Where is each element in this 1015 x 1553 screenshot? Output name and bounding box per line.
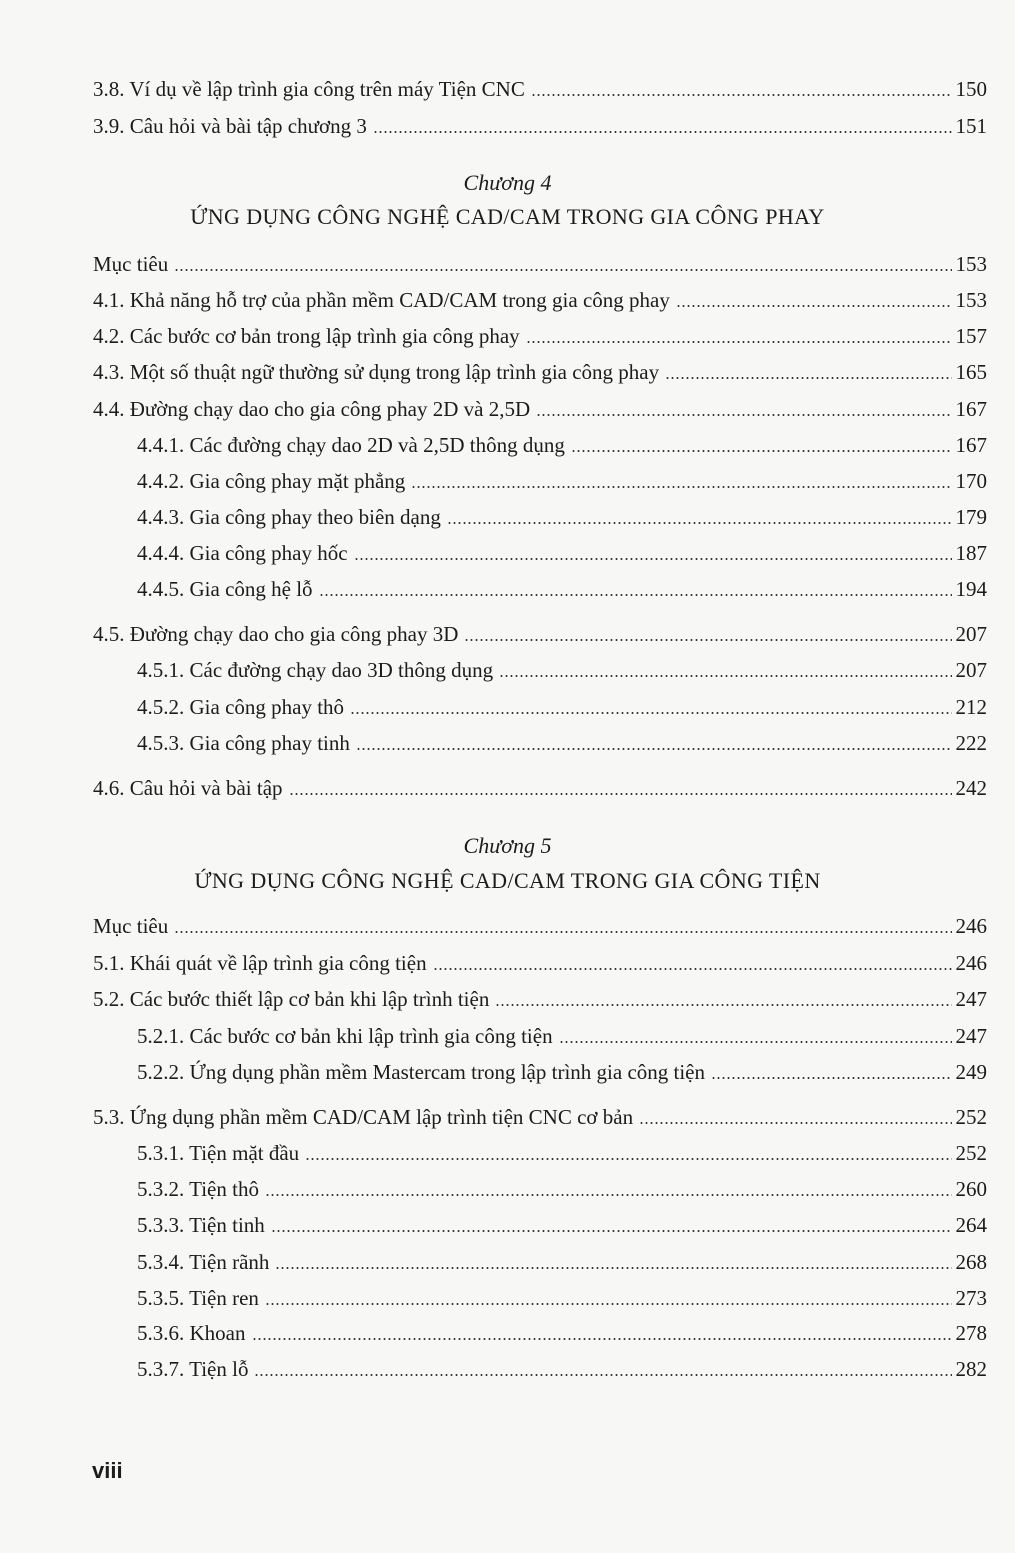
toc-entry <box>137 1212 987 1238</box>
toc-entry <box>137 694 987 720</box>
toc-entry-page: 151 <box>955 114 987 138</box>
dot-leader <box>639 1121 951 1125</box>
toc-entry-title: 4.5.3. Gia công phay tinh <box>137 731 350 755</box>
toc-entry-title: 4.1. Khả năng hỗ trợ của phần mềm CAD/CAM trong gia công phay <box>93 288 670 312</box>
chapter-title: ỨNG DỤNG CÔNG NGHỆ CAD/CAM TRONG GIA CÔNG PHAY <box>190 204 825 229</box>
toc-entry-page: 242 <box>955 776 987 800</box>
toc-entry <box>137 576 987 602</box>
toc-entry-title: 4.5.1. Các đường chạy dao 3D thông dụng <box>137 658 494 682</box>
dot-leader <box>536 413 951 417</box>
toc-entry-page: 153 <box>955 252 987 276</box>
dot-leader <box>665 376 951 380</box>
toc-entry <box>93 287 987 313</box>
toc-entry-title: 5.2.2. Ứng dụng phần mềm Mastercam trong lập trình gia công tiện <box>137 1060 706 1084</box>
toc-entry-title: 5.3.7. Tiện lỗ <box>137 1357 249 1381</box>
toc-entry-title: 3.8. Ví dụ về lập trình gia công trên máy Tiện CNC <box>93 77 525 101</box>
chapter-label: Chương 5 <box>463 833 552 858</box>
toc-entry-title: 4.5. Đường chạy dao cho gia công phay 3D <box>93 622 459 646</box>
toc-entry-title: 5.3.5. Tiện ren <box>137 1286 259 1310</box>
dot-leader <box>174 930 951 934</box>
chapter-title: ỨNG DỤNG CÔNG NGHỆ CAD/CAM TRONG GIA CÔNG TIỆN <box>194 868 821 893</box>
toc-entry-page: 246 <box>955 951 987 975</box>
dot-leader <box>271 1229 952 1233</box>
toc-entry <box>137 540 987 566</box>
toc-entry-title: 5.3. Ứng dụng phần mềm CAD/CAM lập trình tiện CNC cơ bản <box>93 1105 634 1129</box>
toc-entry-title: 5.3.2. Tiện thô <box>137 1177 259 1201</box>
toc-entry-page: 264 <box>955 1213 987 1237</box>
toc-entry <box>93 1104 987 1130</box>
dot-leader <box>499 674 951 678</box>
toc-entry-title: 4.5.2. Gia công phay thô <box>137 695 345 719</box>
dot-leader <box>289 792 952 796</box>
toc-entry-title: 4.2. Các bước cơ bản trong lập trình gia công phay <box>93 324 520 348</box>
toc-entry-page: 252 <box>955 1141 987 1165</box>
toc-entry-title: 4.4.5. Gia công hệ lỗ <box>137 577 313 601</box>
toc-entry-title: 4.4.3. Gia công phay theo biên dạng <box>137 505 441 529</box>
page-number: viii <box>92 1458 123 1483</box>
toc-entry-page: 252 <box>955 1105 987 1129</box>
dot-leader <box>350 711 951 715</box>
dot-leader <box>531 93 952 97</box>
dot-leader <box>356 747 952 751</box>
toc-entry-page: 282 <box>955 1357 987 1381</box>
toc-entry <box>137 504 987 530</box>
toc-entry <box>137 730 987 756</box>
dot-leader <box>275 1266 951 1270</box>
toc-entry <box>137 1285 987 1311</box>
toc-entry-page: 268 <box>955 1250 987 1274</box>
toc-entry-title: 5.3.3. Tiện tinh <box>137 1213 265 1237</box>
toc-entry <box>137 1176 987 1202</box>
toc-entry-page: 247 <box>955 987 987 1011</box>
toc-entry-title: 5.1. Khái quát về lập trình gia công tiện <box>93 951 427 975</box>
toc-entry <box>93 323 987 349</box>
toc-entry-page: 179 <box>955 505 987 529</box>
toc-entry-page: 153 <box>955 288 987 312</box>
toc-entry <box>137 1356 987 1382</box>
dot-leader <box>447 521 952 525</box>
toc-entry-page: 273 <box>955 1286 987 1310</box>
toc-entry <box>93 986 987 1012</box>
chapter-label: Chương 4 <box>463 170 552 195</box>
toc-entry <box>93 913 987 939</box>
toc-entry-page: 150 <box>955 77 987 101</box>
toc-entry <box>137 432 987 458</box>
toc-entry-page: 157 <box>955 324 987 348</box>
dot-leader <box>495 1003 951 1007</box>
dot-leader <box>254 1373 951 1377</box>
toc-entry <box>93 621 987 647</box>
toc-entry-title: 3.9. Câu hỏi và bài tập chương 3 <box>93 114 367 138</box>
toc-entry-page: 260 <box>955 1177 987 1201</box>
dot-leader <box>433 967 952 971</box>
toc-entry <box>93 775 987 801</box>
toc-entry-title: 5.2.1. Các bước cơ bản khi lập trình gia công tiện <box>137 1024 553 1048</box>
toc-entry <box>93 950 987 976</box>
toc-entry-title: 5.3.4. Tiện rãnh <box>137 1250 270 1274</box>
dot-leader <box>354 557 952 561</box>
toc-entry-page: 249 <box>955 1060 987 1084</box>
dot-leader <box>305 1157 951 1161</box>
toc-entry <box>93 76 987 102</box>
toc-entry <box>93 251 987 277</box>
dot-leader <box>373 130 952 134</box>
toc-entry <box>137 1140 987 1166</box>
toc-entry-title: 4.6. Câu hỏi và bài tập <box>93 776 283 800</box>
toc-entry-page: 194 <box>955 577 987 601</box>
toc-entry-title: 5.3.6. Khoan <box>137 1321 246 1345</box>
toc-entry-page: 207 <box>955 658 987 682</box>
toc-entry <box>137 1023 987 1049</box>
toc-entry-title: 4.4. Đường chạy dao cho gia công phay 2D và 2,5D <box>93 397 531 421</box>
toc-entry-page: 187 <box>955 541 987 565</box>
dot-leader <box>265 1302 952 1306</box>
toc-entry-page: 246 <box>955 914 987 938</box>
toc-entry-title: 4.4.2. Gia công phay mặt phẳng <box>137 469 406 493</box>
toc-entry-page: 167 <box>955 433 987 457</box>
dot-leader <box>265 1193 952 1197</box>
toc-entry-title: Mục tiêu <box>93 914 169 938</box>
toc-entry-title: 5.2. Các bước thiết lập cơ bản khi lập trình tiện <box>93 987 490 1011</box>
toc-entry-title: 4.4.1. Các đường chạy dao 2D và 2,5D thông dụng <box>137 433 565 457</box>
dot-leader <box>319 593 952 597</box>
toc-entry-page: 170 <box>955 469 987 493</box>
toc-entry-title: 4.4.4. Gia công phay hốc <box>137 541 348 565</box>
toc-entry <box>137 468 987 494</box>
toc-entry <box>137 1249 987 1275</box>
dot-leader <box>559 1040 952 1044</box>
toc-entry <box>137 657 987 683</box>
toc-entry <box>93 359 987 385</box>
toc-entry-title: 4.3. Một số thuật ngữ thường sử dụng trong lập trình gia công phay <box>93 360 660 384</box>
toc-entry <box>137 1320 987 1346</box>
toc-entry-page: 207 <box>955 622 987 646</box>
dot-leader <box>526 340 952 344</box>
toc-entry-page: 278 <box>955 1321 987 1345</box>
toc-entry-page: 247 <box>955 1024 987 1048</box>
toc-entry-page: 222 <box>955 731 987 755</box>
dot-leader <box>252 1337 952 1341</box>
dot-leader <box>411 485 951 489</box>
toc-entry-page: 167 <box>955 397 987 421</box>
toc-entry-page: 212 <box>955 695 987 719</box>
dot-leader <box>464 638 951 642</box>
toc-entry-page: 165 <box>955 360 987 384</box>
dot-leader <box>174 268 951 272</box>
toc-entry-title: Mục tiêu <box>93 252 169 276</box>
dot-leader <box>571 449 952 453</box>
dot-leader <box>676 304 952 308</box>
toc-entry <box>137 1059 987 1085</box>
toc-entry <box>93 113 987 139</box>
toc-entry <box>93 396 987 422</box>
dot-leader <box>711 1076 951 1080</box>
toc-entry-title: 5.3.1. Tiện mặt đầu <box>137 1141 300 1165</box>
